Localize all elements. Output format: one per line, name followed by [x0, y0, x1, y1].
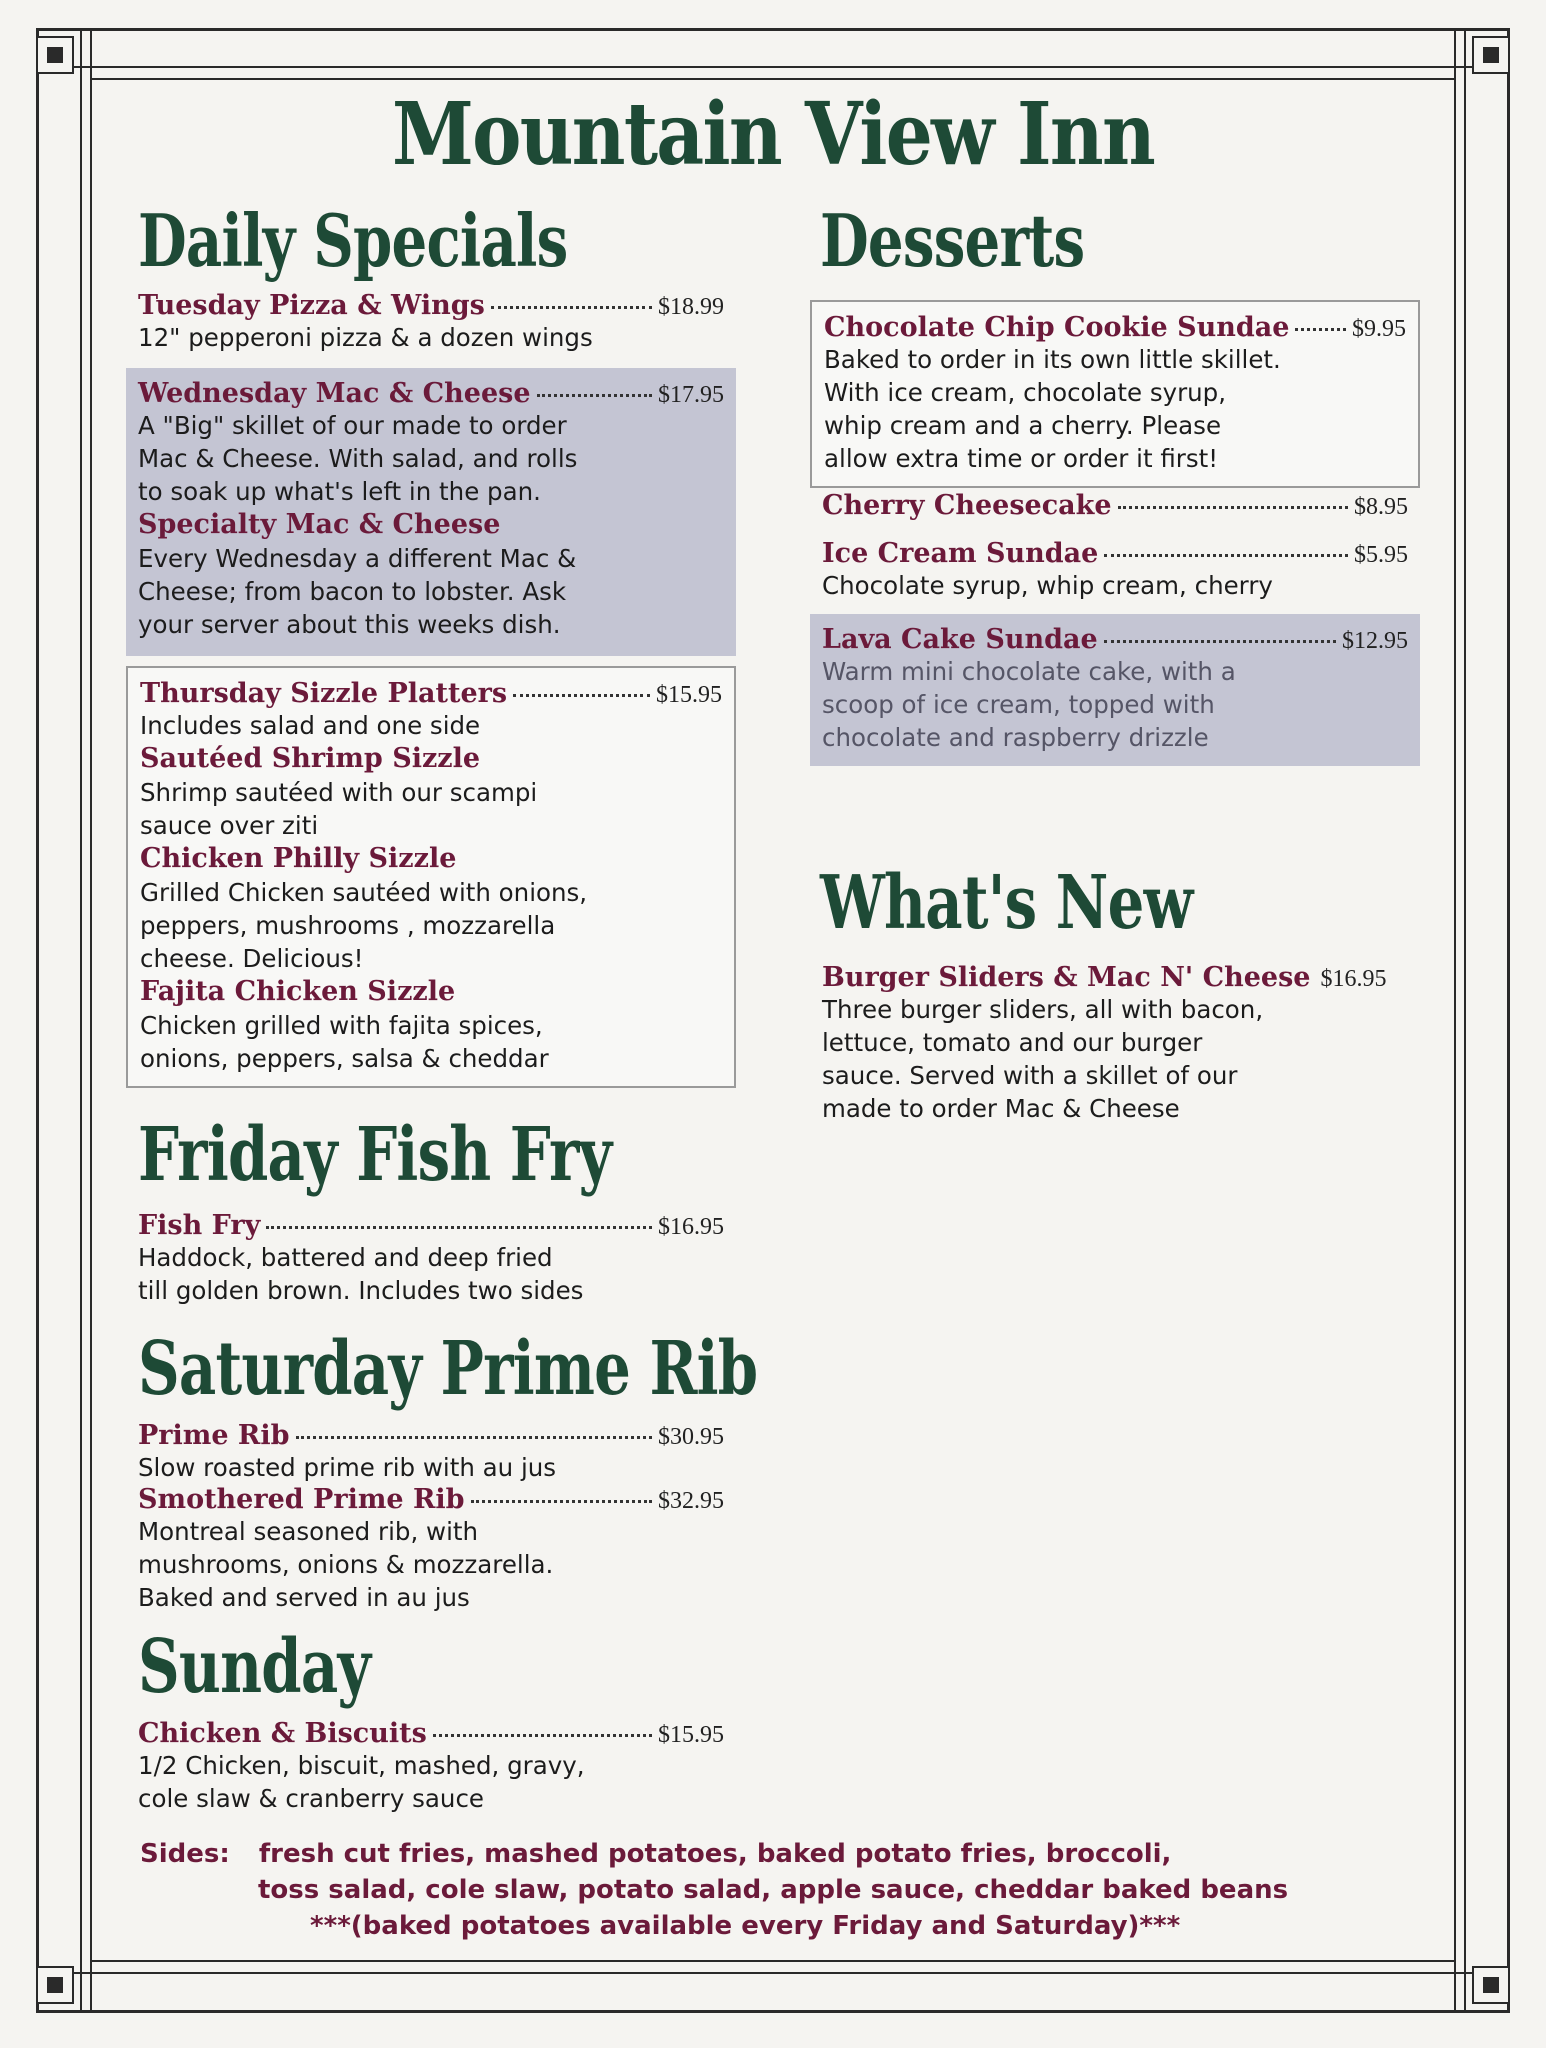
sizzle-name: Fajita Chicken Sizzle [140, 976, 456, 1007]
prime-rib-price: $30.95 [658, 1424, 724, 1450]
sides-line-3: ***(baked potatoes available every Friday and Saturday)*** [310, 1911, 1181, 1941]
frame-bottom-bar [36, 1972, 1510, 1974]
burger-sliders-desc: Three burger sliders, all with bacon, lettuce, tomato and our burger sauce. Served with a skillet of our made to order Mac & Cheese [822, 995, 1264, 1123]
ice-cream-sundae-price: $5.95 [1354, 542, 1408, 568]
corner-ornament-top-right [1472, 36, 1510, 74]
sides-line-1: fresh cut fries, mashed potatoes, baked potato fries, broccoli, [258, 1839, 1172, 1869]
menu-title: Mountain View Inn [391, 84, 1155, 185]
sides-line-2: toss salad, cole slaw, potato salad, apple sauce, cheddar baked beans [258, 1875, 1289, 1905]
frame-left-outer [36, 28, 39, 2013]
lava-cake-price: $12.95 [1342, 628, 1408, 654]
sizzle-name: Sautéed Shrimp Sizzle [140, 743, 481, 774]
wednesday-name: Wednesday Mac & Cheese [138, 378, 531, 409]
section-friday: Friday Fish Fry [138, 1112, 612, 1198]
leader-dots [491, 306, 652, 309]
leader-dots [296, 1436, 652, 1439]
leader-dots [537, 394, 652, 397]
leader-dots [1104, 554, 1348, 557]
cookie-sundae-price: $9.95 [1352, 316, 1406, 342]
wednesday-box [126, 368, 736, 656]
burger-sliders-name: Burger Sliders & Mac N' Cheese [822, 962, 1311, 993]
section-desserts: Desserts [820, 198, 1085, 283]
leader-dots [1104, 640, 1336, 643]
frame-left-inner2 [90, 28, 92, 2013]
section-daily-specials: Daily Specials [138, 198, 568, 283]
smothered-prime-rib-name: Smothered Prime Rib [138, 1484, 465, 1515]
frame-top-outer [36, 28, 1510, 31]
thursday-price: $15.95 [656, 682, 722, 708]
smothered-prime-rib-desc: Montreal seasoned rib, with mushrooms, onions & mozzarella. Baked and served in au jus [138, 1517, 554, 1612]
sides-list [140, 1836, 1288, 1944]
wednesday-desc: A "Big" skillet of our made to order Mac & Cheese. With salad, and rolls to soak up what's left in the pan. [138, 411, 578, 506]
cherry-cheesecake-price: $8.95 [1354, 494, 1408, 520]
frame-top-inner [90, 78, 1456, 80]
ice-cream-sundae-item [822, 538, 1408, 602]
lava-cake-box [810, 614, 1420, 766]
smothered-prime-rib-price: $32.95 [658, 1488, 724, 1514]
tuesday-item [138, 290, 724, 354]
corner-ornament-bottom-right [1472, 1966, 1510, 2004]
specialty-desc: Every Wednesday a different Mac & Cheese; from bacon to lobster. Ask your server about this weeks dish. [138, 544, 577, 639]
chicken-biscuits-name: Chicken & Biscuits [138, 1718, 427, 1749]
leader-dots [433, 1734, 652, 1737]
sides-label: Sides: [140, 1839, 230, 1869]
ice-cream-sundae-desc: Chocolate syrup, whip cream, cherry [822, 571, 1273, 600]
frame-right-inner2 [1454, 28, 1456, 2013]
saturday-items [138, 1420, 724, 1614]
prime-rib-name: Prime Rib [138, 1420, 290, 1451]
leader-dots [266, 1226, 652, 1229]
lava-cake-desc: Warm mini chocolate cake, with a scoop of ice cream, topped with chocolate and raspberry drizzle [822, 657, 1236, 752]
smothered-prime-rib-item [138, 1484, 724, 1614]
fish-fry-price: $16.95 [658, 1214, 724, 1240]
cherry-cheesecake-name: Cherry Cheesecake [822, 490, 1112, 521]
sizzle-desc: Grilled Chicken sautéed with onions, peppers, mushrooms , mozzarella cheese. Delicious! [140, 878, 588, 973]
leader-dots [513, 694, 650, 697]
leader-dots [1295, 328, 1346, 331]
burger-sliders-price: $16.95 [1320, 966, 1387, 992]
tuesday-desc: 12" pepperoni pizza & a dozen wings [138, 323, 593, 352]
thursday-box [126, 666, 736, 1088]
leader-dots [1118, 506, 1348, 509]
lava-cake-name: Lava Cake Sundae [822, 624, 1098, 655]
specialty-name: Specialty Mac & Cheese [138, 509, 501, 540]
section-whats-new: What's New [820, 860, 1193, 946]
tuesday-name: Tuesday Pizza & Wings [138, 290, 485, 321]
frame-right-outer [1507, 28, 1510, 2013]
prime-rib-item [138, 1420, 724, 1484]
chicken-biscuits-item [138, 1718, 724, 1815]
sizzle-name: Chicken Philly Sizzle [140, 843, 457, 874]
tuesday-price: $18.99 [658, 294, 724, 320]
sizzle-desc: Shrimp sautéed with our scampi sauce over ziti [140, 778, 538, 840]
frame-right-inner1 [1464, 28, 1466, 2013]
frame-left-inner1 [80, 28, 82, 2013]
section-saturday: Saturday Prime Rib [138, 1326, 758, 1412]
chicken-biscuits-desc: 1/2 Chicken, biscuit, mashed, gravy, cole slaw & cranberry sauce [138, 1751, 585, 1813]
prime-rib-desc: Slow roasted prime rib with au jus [138, 1453, 557, 1482]
frame-bottom-inner [90, 1960, 1456, 1962]
corner-ornament-top-left [36, 36, 74, 74]
cookie-sundae-desc: Baked to order in its own little skillet. With ice cream, chocolate syrup, whip cream and a cherry. Please allow extra time or order it first! [824, 345, 1281, 473]
sizzle-desc: Chicken grilled with fajita spices, onions, peppers, salsa & cheddar [140, 1011, 549, 1073]
frame-top-bar [36, 66, 1510, 68]
cherry-cheesecake-item [822, 490, 1408, 521]
burger-sliders-item [822, 962, 1408, 1125]
section-sunday: Sunday [138, 1624, 371, 1710]
frame-bottom-outer [36, 2010, 1510, 2013]
fish-fry-name: Fish Fry [138, 1210, 261, 1241]
leader-dots [471, 1500, 652, 1503]
wednesday-price: $17.95 [658, 382, 724, 408]
corner-ornament-bottom-left [36, 1966, 74, 2004]
thursday-name: Thursday Sizzle Platters [140, 678, 508, 709]
cookie-sundae-name: Chocolate Chip Cookie Sundae [824, 312, 1290, 343]
fish-fry-item [138, 1210, 724, 1307]
chicken-biscuits-price: $15.95 [658, 1722, 724, 1748]
cookie-sundae-box [810, 300, 1420, 488]
ice-cream-sundae-name: Ice Cream Sundae [822, 538, 1099, 569]
fish-fry-desc: Haddock, battered and deep fried till golden brown. Includes two sides [138, 1243, 584, 1305]
thursday-desc: Includes salad and one side [140, 711, 481, 740]
